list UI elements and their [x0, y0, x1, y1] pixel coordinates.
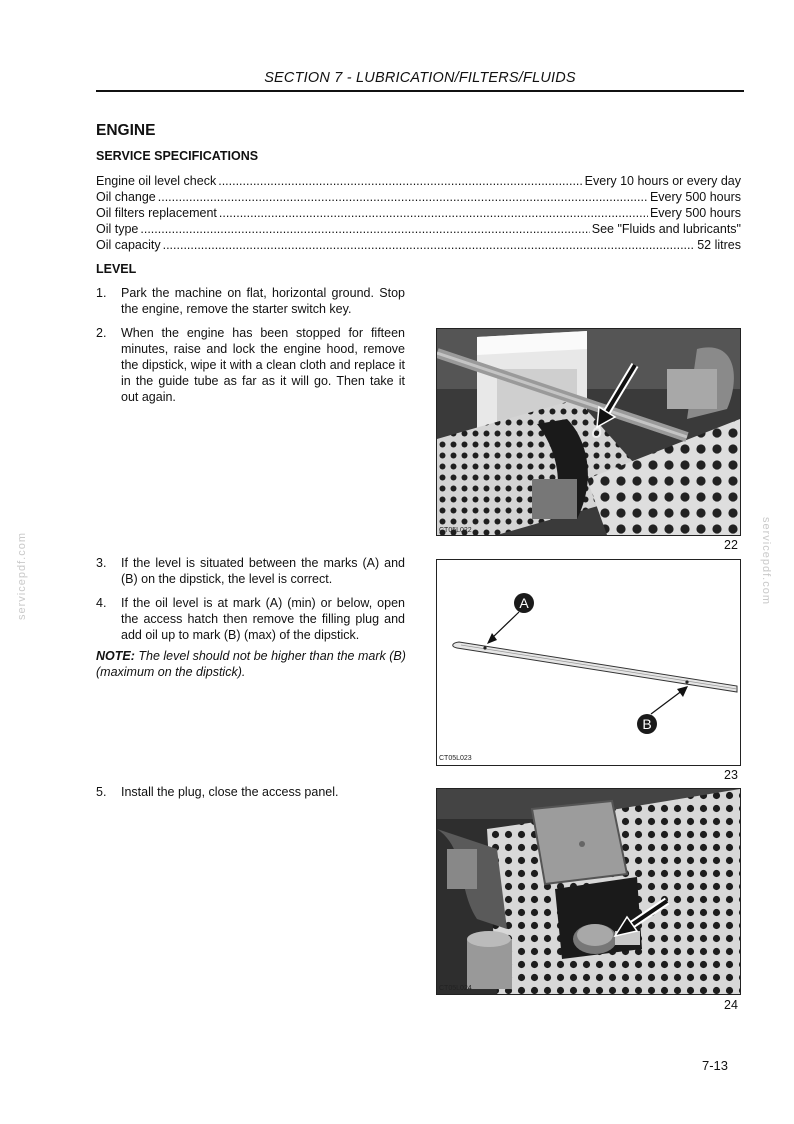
spec-label: Engine oil level check	[96, 174, 217, 188]
spec-row	[96, 221, 741, 237]
step-text: When the engine has been stopped for fifteen minutes, raise and lock the engine hood, remove the dipstick, wipe it with a clean cloth and replace it in the guide tube as far as it will go. Then take it out again.	[121, 326, 405, 404]
step-text: Install the plug, close the access panel.	[121, 785, 339, 799]
figure-number: 22	[724, 538, 738, 552]
callout-a-letter: A	[519, 595, 529, 611]
figure-code: CT05L024	[439, 985, 472, 992]
figure-code: CT05L022	[439, 527, 472, 534]
step-number: 1.	[96, 286, 107, 300]
spec-row	[96, 237, 741, 253]
note-text: The level should not be higher than the mark (B) (maximum on the dipstick).	[96, 649, 406, 679]
max-mark	[685, 680, 688, 683]
spec-value: Every 500 hours	[649, 206, 741, 220]
spec-label: Oil type	[96, 222, 139, 236]
step-text: If the oil level is at mark (A) (min) or below, open the access hatch then remove the filling plug and add oil up to mark (B) (max) of the dipstick.	[121, 596, 405, 642]
figure-22-engine-dipstick-photo	[436, 328, 741, 536]
step-text: Park the machine on flat, horizontal ground. Stop the engine, remove the starter switch key.	[121, 286, 405, 316]
step-number: 2.	[96, 326, 107, 340]
note	[96, 648, 406, 680]
min-mark	[483, 646, 486, 649]
spec-label: Oil change	[96, 190, 156, 204]
watermark-right: servicepdf.com	[759, 517, 772, 605]
figure-24-filling-plug-photo	[436, 788, 741, 995]
spec-value: See "Fluids and lubricants"	[591, 222, 741, 236]
spec-label: Oil filters replacement	[96, 206, 217, 220]
engine-bay-illustration	[437, 329, 740, 535]
dipstick-diagram	[437, 560, 740, 765]
section-title: SECTION 7 - LUBRICATION/FILTERS/FLUIDS	[264, 70, 576, 86]
spec-row	[96, 205, 741, 221]
spec-row	[96, 173, 741, 189]
header-rule	[96, 90, 744, 92]
engine-title: ENGINE	[96, 122, 156, 139]
callout-b-letter: B	[642, 716, 652, 732]
spec-row	[96, 189, 741, 205]
spec-label: Oil capacity	[96, 238, 161, 252]
level-title: LEVEL	[96, 262, 137, 276]
service-specs-title: SERVICE SPECIFICATIONS	[96, 149, 259, 163]
step-number: 3.	[96, 556, 107, 570]
spec-value: 52 litres	[697, 238, 741, 252]
access-hatch-illustration	[437, 789, 740, 994]
figure-number: 23	[724, 768, 738, 782]
watermark-left: servicepdf.com	[15, 532, 28, 620]
figure-code: CT05L023	[439, 755, 472, 762]
spec-value: Every 500 hours	[649, 190, 741, 204]
step-number: 5.	[96, 785, 107, 799]
figure-23-dipstick-diagram	[436, 559, 741, 766]
step-number: 4.	[96, 596, 107, 610]
figure-number: 24	[724, 998, 738, 1012]
note-label: NOTE:	[96, 649, 135, 663]
step-text: If the level is situated between the marks (A) and (B) on the dipstick, the level is correct.	[121, 556, 405, 586]
page-number: 7-13	[702, 1058, 729, 1073]
spec-value: Every 10 hours or every day	[584, 174, 741, 188]
